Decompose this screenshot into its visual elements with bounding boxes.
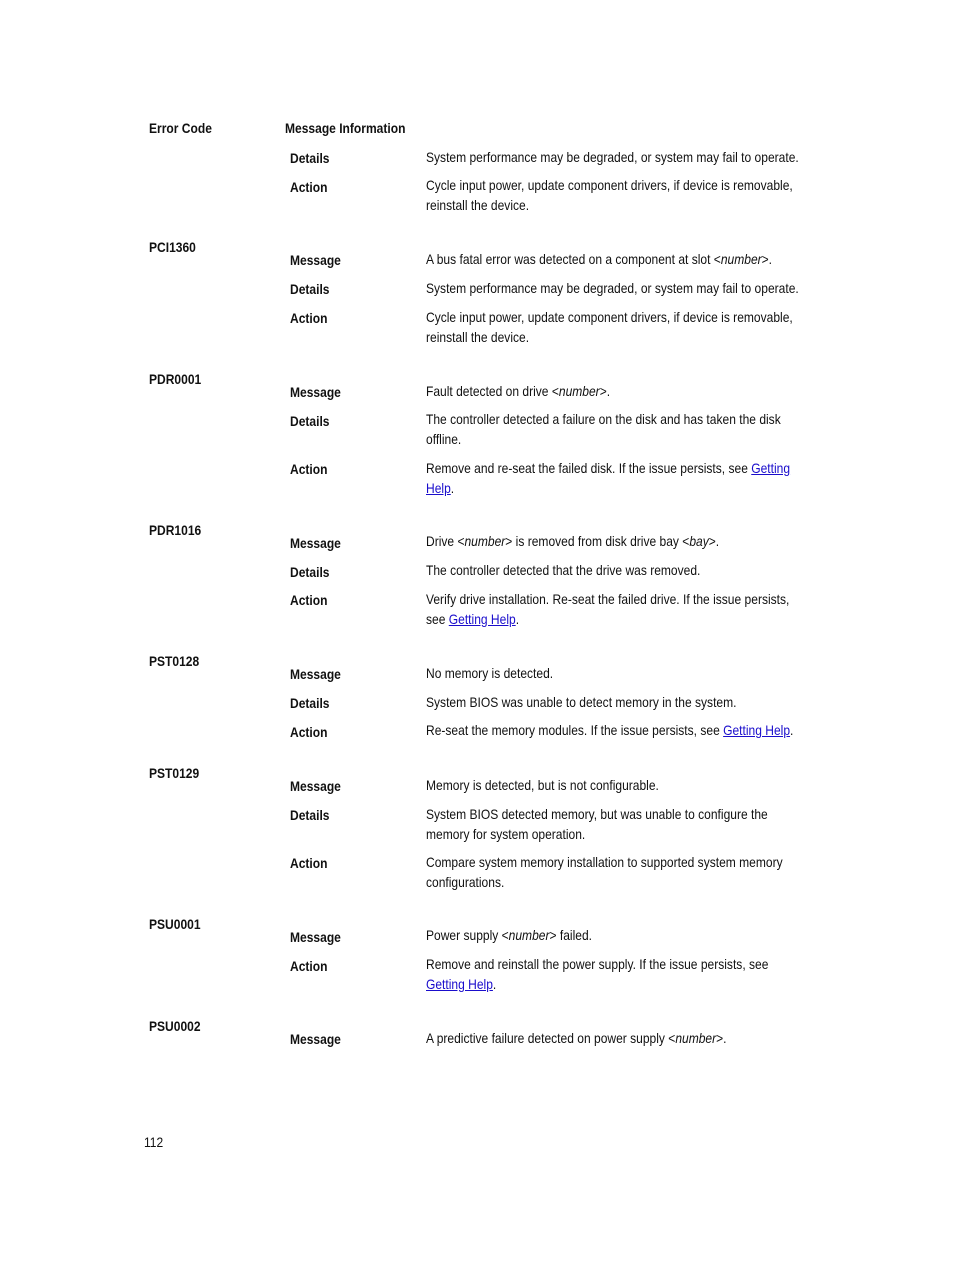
details-text: System performance may be degraded, or system may fail to operate. — [426, 149, 799, 165]
action-label: Action — [290, 855, 328, 871]
action-text — [426, 176, 830, 215]
error-code: PSU0001 — [149, 916, 201, 932]
action-label: Action — [290, 958, 328, 974]
error-code: PCI1360 — [149, 239, 196, 255]
error-code: PSU0002 — [149, 1018, 201, 1034]
getting-help-link-cont[interactable]: Help — [426, 479, 451, 496]
error-code: PDR0001 — [149, 371, 202, 387]
details-label: Details — [290, 695, 330, 711]
details-label: Details — [290, 413, 330, 429]
details-label: Details — [290, 281, 330, 297]
message-label: Message — [290, 384, 341, 400]
message-text: Fault detected on drive <number>. — [426, 383, 611, 399]
message-text: No memory is detected. — [426, 665, 554, 681]
getting-help-link[interactable]: Getting — [751, 460, 791, 476]
action-label: Action — [290, 179, 328, 195]
action-label: Action — [290, 461, 328, 477]
action-label: Action — [290, 724, 328, 740]
action-text: Remove and re-seat the failed disk. If the issue persists, see Getting Help. — [426, 460, 791, 496]
details-text: The controller detected that the drive was removed. — [426, 562, 701, 578]
page-number: 112 — [144, 1134, 164, 1150]
message-label: Message — [290, 535, 341, 551]
message-label: Message — [290, 666, 341, 682]
action-text: Cycle input power, update component drivers, if device is removable, reinstall the device. — [426, 309, 793, 345]
action-text: Re-seat the memory modules. If the issue persists, see Getting Help. — [426, 722, 794, 738]
getting-help-link[interactable]: Getting Help — [723, 722, 791, 738]
details-label: Details — [290, 150, 330, 166]
details-text: System BIOS detected memory, but was unable to configure the memory for system operation. — [426, 806, 768, 842]
action-label: Action — [290, 310, 328, 326]
message-label: Message — [290, 252, 341, 268]
error-code: PST0128 — [149, 653, 200, 669]
action-text: Remove and reinstall the power supply. If the issue persists, see Getting Help. — [426, 956, 769, 992]
message-text: Power supply <number> failed. — [426, 927, 592, 943]
action-label: Action — [290, 592, 328, 608]
message-text: Memory is detected, but is not configurable. — [426, 777, 659, 793]
details-text: The controller detected a failure on the disk and has taken the disk offline. — [426, 411, 781, 447]
message-label: Message — [290, 778, 341, 794]
details-label: Details — [290, 807, 330, 823]
getting-help-link[interactable]: Getting Help — [426, 975, 493, 992]
header-message-information: Message Information — [285, 120, 406, 136]
action-line-1: Cycle input power, update component drivers, if device is removable, — [426, 177, 793, 193]
details-text: System performance may be degraded, or system may fail to operate. — [426, 280, 799, 296]
message-text: A predictive failure detected on power supply <number>. — [426, 1030, 727, 1046]
action-text: Verify drive installation. Re-seat the failed drive. If the issue persists, see Getting Help. — [426, 591, 790, 627]
error-code: PST0129 — [149, 765, 200, 781]
details-text: System BIOS was unable to detect memory in the system. — [426, 694, 737, 710]
action-line-2: reinstall the device. — [426, 196, 530, 213]
action-text: Compare system memory installation to supported system memory configurations. — [426, 854, 783, 890]
message-label: Message — [290, 1031, 341, 1047]
getting-help-link[interactable]: Getting Help — [448, 610, 516, 627]
message-text: Drive <number> is removed from disk drive bay <bay>. — [426, 533, 720, 549]
header-error-code: Error Code — [149, 120, 212, 136]
details-label: Details — [290, 564, 330, 580]
error-code: PDR1016 — [149, 522, 202, 538]
message-text: A bus fatal error was detected on a component at slot <number>. — [426, 251, 773, 267]
message-label: Message — [290, 929, 341, 945]
